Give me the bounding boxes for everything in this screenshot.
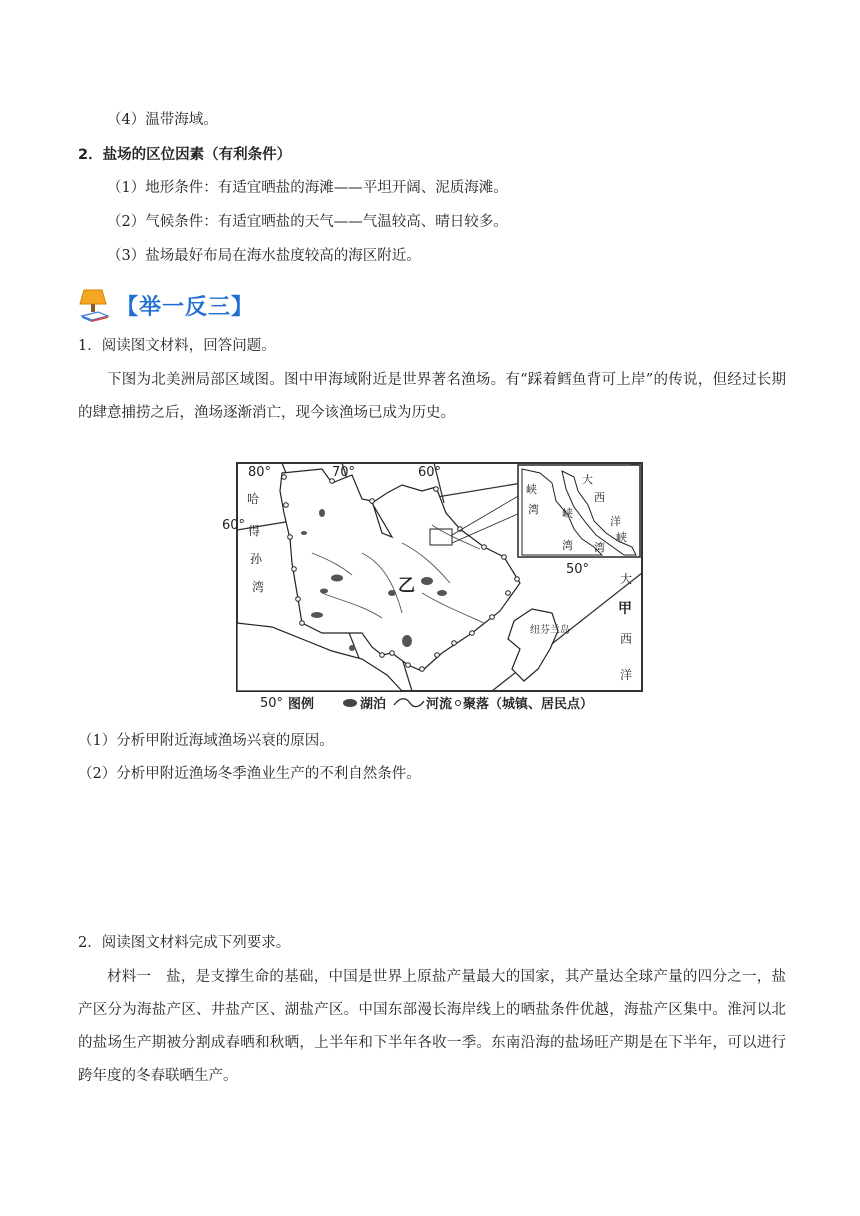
lake: [349, 645, 355, 651]
inset-strait-mid: 湾: [562, 539, 573, 552]
atlantic-char-jia: 甲: [618, 601, 632, 617]
question-1-title: 1．阅读图文材料，回答问题。: [78, 338, 276, 354]
inset-strait-left: 湾: [528, 503, 539, 516]
hudson-bay-char: 哈: [247, 492, 260, 506]
atlantic-char: 大: [620, 572, 633, 586]
inset-strait-mid: 峡: [562, 507, 573, 520]
settlement: [406, 663, 411, 668]
settlement: [292, 567, 297, 572]
practice-section-title: 【举一反三】: [116, 294, 255, 320]
legend-settlement-label: 聚落（城镇、居民点）: [463, 697, 594, 712]
inset-ocean: 大: [582, 473, 593, 486]
lake: [311, 612, 323, 618]
lat-label-50-east: 50°: [566, 562, 590, 577]
practice-section-header: [78, 285, 254, 325]
hudson-bay-char: 湾: [252, 580, 265, 594]
lon-label-80: 80°: [248, 465, 272, 480]
question-1-intro: 下图为北美洲局部区域图。图中甲海域附近是世界著名渔场。有“踩着鳕鱼背可上岸”的传说，但经过长期的肆意捕捞之后，渔场逐渐消亡，现今该渔场已成为历史。: [78, 372, 786, 421]
settlement: [288, 535, 293, 540]
settlement: [435, 653, 440, 658]
inset-ocean: 洋: [610, 515, 621, 528]
settlement: [284, 503, 289, 508]
legend-title: 图例: [288, 697, 315, 712]
list-item-temperate-sea: （4）温带海域。: [107, 112, 218, 128]
lake: [388, 590, 396, 596]
settlement: [482, 545, 487, 550]
atlantic-char: 西: [620, 632, 633, 646]
legend-lake-label: 湖泊: [360, 697, 387, 712]
settlement: [300, 621, 305, 626]
lake: [331, 575, 343, 582]
lake: [319, 509, 325, 517]
settlement: [506, 591, 511, 596]
newfoundland-label: 纽芬兰岛: [530, 625, 570, 636]
legend-river-symbol: [394, 699, 424, 707]
lon-label-60: 60°: [418, 465, 442, 480]
settlement: [370, 499, 375, 504]
lon-label-70: 70°: [332, 465, 356, 480]
inset-ocean: 西: [594, 491, 605, 504]
lat-label-50-south: 50°: [260, 696, 284, 711]
question-1-sub-1: （1）分析甲附近海域渔场兴衰的原因。: [78, 733, 334, 749]
lamp-icon: [78, 286, 112, 324]
inset-strait-right: 峡: [616, 531, 627, 544]
inset-strait-right: 湾: [594, 541, 605, 554]
section-heading-salt-fields: 2．盐场的区位因素（有利条件）: [78, 147, 292, 163]
lake: [421, 577, 433, 585]
question-2-material-1: 材料一 盐，是支撑生命的基础，中国是世界上原盐产量最大的国家，其产量达全球产量的四分之一，盐产区分为海盐产区、井盐产区、湖盐产区。中国东部漫长海岸线上的晒盐条件优越，海盐产区集中。淮河以北的盐场生产期被分割成春晒和秋晒，上半年和下半年各收一季。东南沿海的盐场旺产期是在下半年，可以进行跨年度的冬春联晒生产。: [78, 969, 786, 1084]
settlement: [420, 667, 425, 672]
hudson-bay-char: 得: [248, 524, 261, 538]
mark-yi: 乙: [398, 576, 415, 596]
list-item-climate: （2）气候条件：有适宜晒盐的天气——气温较高、晴日较多。: [107, 214, 508, 230]
settlement: [380, 653, 385, 658]
list-item-salinity: （3）盐场最好布局在海水盐度较高的海区附近。: [107, 248, 421, 264]
settlement: [390, 651, 395, 656]
legend-settlement-symbol: [456, 701, 461, 706]
legend-river-label: 河流: [426, 697, 453, 712]
settlement: [515, 577, 520, 582]
list-item-terrain: （1）地形条件：有适宜晒盐的海滩——平坦开阔、泥质海滩。: [107, 180, 508, 196]
settlement: [434, 487, 439, 492]
settlement: [490, 615, 495, 620]
settlement: [296, 597, 301, 602]
lake: [320, 589, 328, 594]
settlement: [452, 641, 457, 646]
lat-label-60: 60°: [222, 518, 246, 533]
question-2-title: 2．阅读图文材料完成下列要求。: [78, 935, 291, 951]
question-1-sub-2: （2）分析甲附近渔场冬季渔业生产的不利自然条件。: [78, 766, 421, 782]
inset-strait-left: 峡: [526, 483, 537, 496]
settlement: [282, 475, 287, 480]
atlantic-char: 洋: [620, 668, 633, 682]
hudson-bay-char: 孙: [250, 552, 263, 566]
lake: [437, 590, 447, 596]
north-america-map: [222, 443, 644, 719]
lake: [301, 531, 307, 535]
legend-lake-symbol: [343, 699, 357, 707]
settlement: [470, 631, 475, 636]
lake: [402, 635, 412, 647]
settlement: [502, 555, 507, 560]
